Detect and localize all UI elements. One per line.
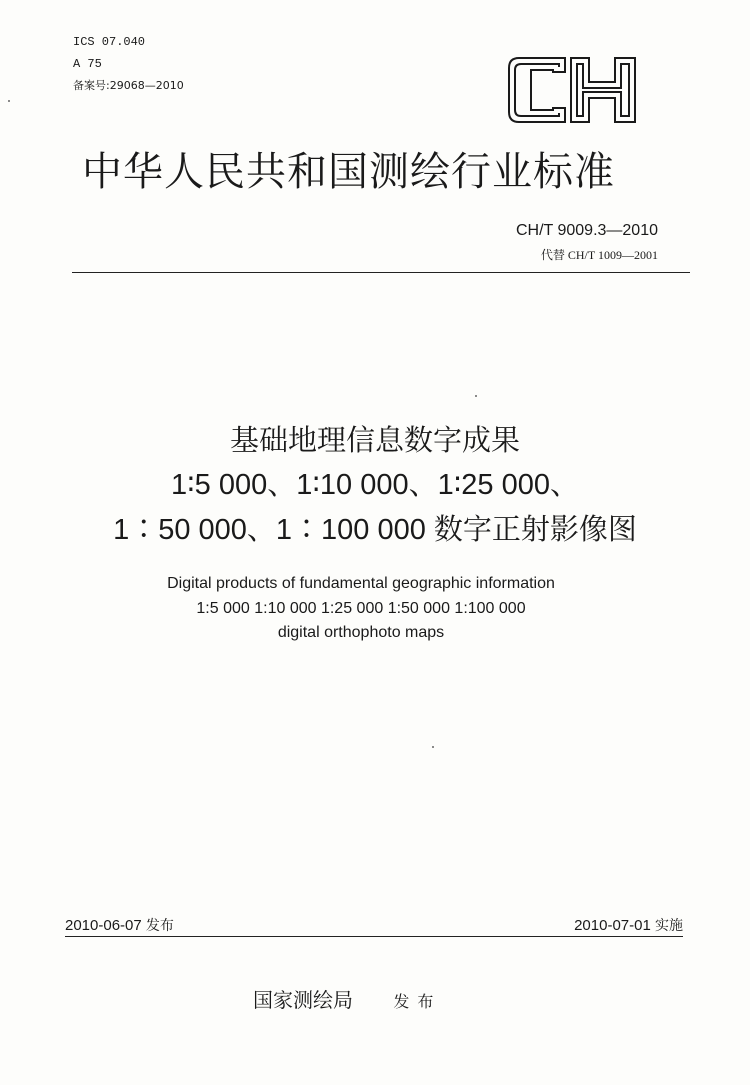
issue-date-block (65, 915, 174, 935)
document-title-en-line2: 1:5 000 1:10 000 1:25 000 1:50 000 1:100 000 (196, 600, 526, 617)
issue-date: 2010-06-07 (65, 917, 142, 934)
document-title-cn-line2: 1∶5 000、1∶10 000、1∶25 000、 (171, 469, 579, 501)
publisher-name: 国家测绘局 (253, 988, 353, 1012)
document-title-en-line3: digital orthophoto maps (277, 624, 445, 641)
standard-category-title: 中华人民共和国测绘行业标准 (82, 149, 615, 195)
document-title-cn-line3: 1∶50 000、1∶100 000 数字正射影像图 (113, 514, 637, 546)
scan-speck (432, 746, 434, 748)
header-divider (72, 272, 690, 273)
document-title-en-line1: Digital products of fundamental geographic information (167, 575, 555, 592)
footer-divider (65, 936, 683, 937)
implement-date-block (574, 915, 683, 935)
publisher-line (253, 984, 441, 1013)
issue-label: 发布 (145, 918, 174, 934)
record-number: 备案号:29068—2010 (73, 79, 184, 92)
ch-logo (507, 56, 637, 124)
ics-code: ICS 07.040 (73, 35, 146, 49)
replaces-standard: 代替 CH/T 1009—2001 (540, 248, 658, 262)
standard-number: CH/T 9009.3—2010 (515, 222, 658, 239)
implement-date: 2010-07-01 (574, 917, 651, 934)
classification-code: A 75 (73, 57, 102, 71)
document-title-cn-line1: 基础地理信息数字成果 (229, 423, 520, 457)
implement-label: 实施 (655, 918, 683, 934)
scan-speck (8, 100, 10, 102)
publish-verb: 发布 (393, 992, 442, 1011)
scan-speck (475, 395, 477, 397)
